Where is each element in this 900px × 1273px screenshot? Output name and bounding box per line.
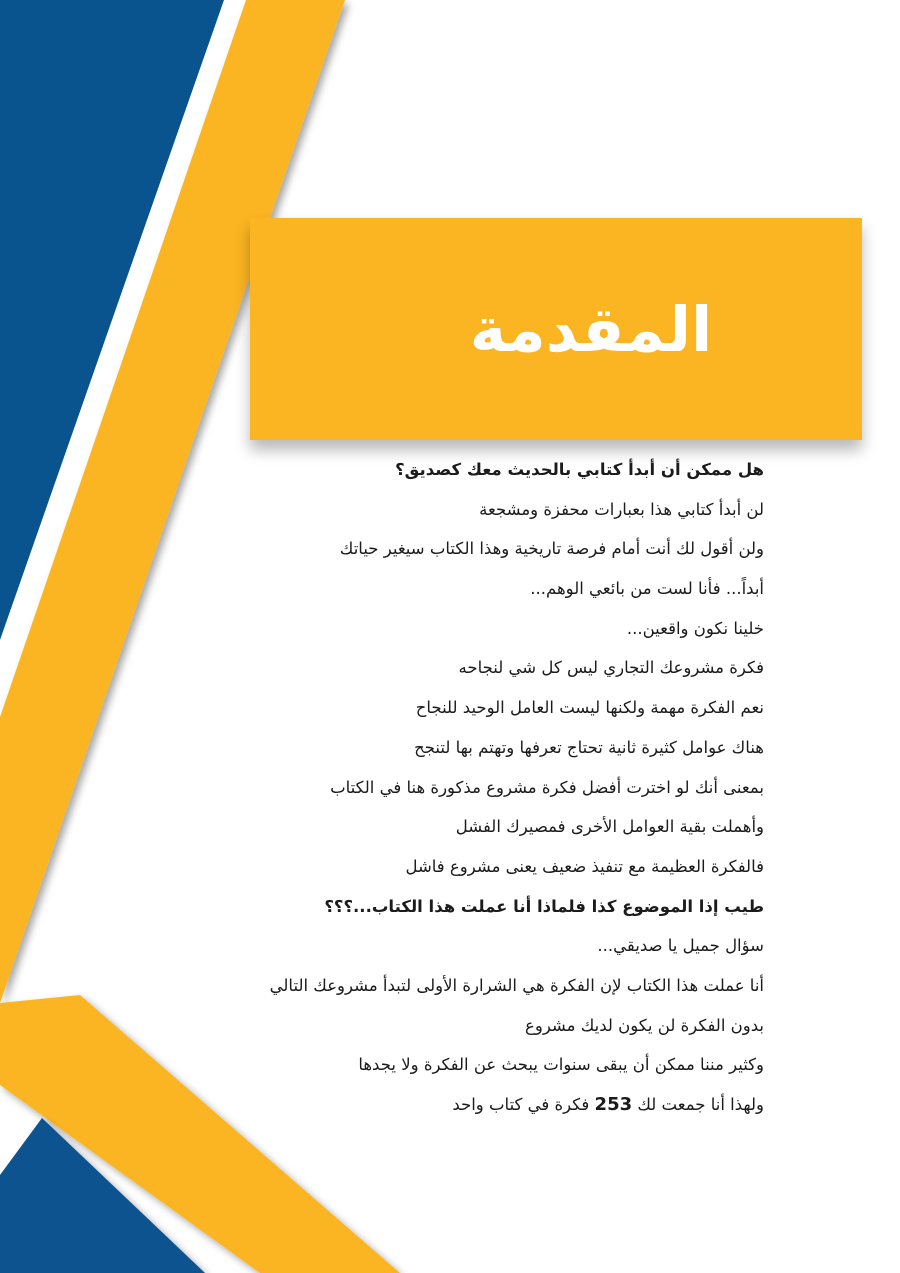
paragraph-line: طيب إذا الموضوع كذا فلماذا أنا عملت هذا الكتاب...؟؟؟ <box>324 896 764 916</box>
paragraph-line: فالفكرة العظيمة مع تنفيذ ضعيف يعنى مشروع فاشل <box>405 856 764 876</box>
paragraph-line: نعم الفكرة مهمة ولكنها ليست العامل الوحيد للنجاح <box>415 698 764 718</box>
paragraph-line: هناك عوامل كثيرة ثانية تحتاج تعرفها وتهتم بها لتنجح <box>414 737 764 757</box>
paragraph-line: بدون الفكرة لن يكون لديك مشروع <box>525 1015 764 1035</box>
paragraph-line: هل ممكن أن أبدأ كتابي بالحديث معك كصديق؟ <box>395 460 764 479</box>
title-banner <box>250 218 862 440</box>
paragraph-last-line <box>240 1087 764 1127</box>
idea-count: 253 <box>594 1094 633 1115</box>
paragraph-line: أنا عملت هذا الكتاب لإن الفكرة هي الشرارة الأولى لتبدأ مشروعك التالي <box>269 975 764 995</box>
paragraph-line: بمعنى أنك لو اخترت أفضل فكرة مشروع مذكورة هنا في الكتاب <box>330 777 764 797</box>
last-line-suffix: فكرة في كتاب واحد <box>452 1095 590 1114</box>
paragraph-line: سؤال جميل يا صديقي... <box>597 936 764 956</box>
paragraph-line: خلينا نكون واقعين... <box>626 618 764 638</box>
page-title: المقدمة <box>469 292 713 366</box>
paragraph-line: أبداً... فأنا لست من بائعي الوهم... <box>530 579 764 599</box>
intro-text-body <box>240 452 764 1127</box>
last-line-prefix: ولهذا أنا جمعت لك <box>637 1095 764 1114</box>
paragraph-line: ولن أقول لك أنت أمام فرصة تاريخية وهذا الكتاب سيغير حياتك <box>339 539 764 559</box>
paragraph-line: وأهملت بقية العوامل الأخرى فمصيرك الفشل <box>455 817 764 837</box>
paragraph-line: فكرة مشروعك التجاري ليس كل شي لنجاحه <box>458 658 764 678</box>
paragraph-line: وكثير مننا ممكن أن يبقى سنوات يبحث عن الفكرة ولا يجدها <box>358 1055 764 1075</box>
paragraph-line: لن أبدأ كتابي هذا بعبارات محفزة ومشجعة <box>479 499 764 519</box>
